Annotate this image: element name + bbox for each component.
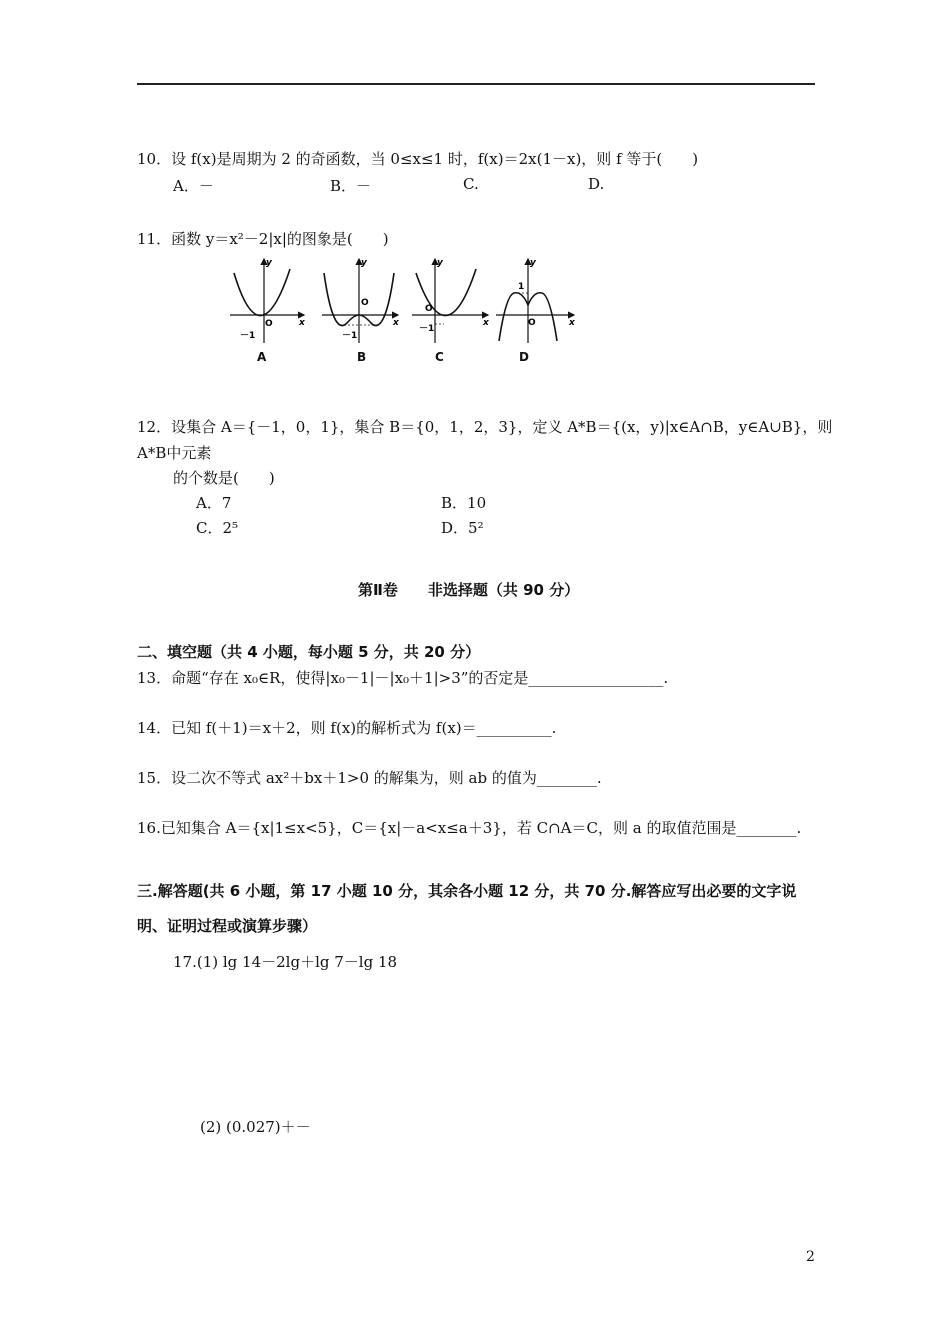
question-12-line3: 的个数是( ) <box>173 469 275 487</box>
q11-graphs <box>226 255 586 350</box>
page-number: 2 <box>806 1249 815 1265</box>
question-11: 11．函数 y＝x²－2|x|的图象是( ) <box>137 230 389 248</box>
part-2-heading: 二、填空题（共 4 小题，每小题 5 分，共 20 分） <box>137 643 481 661</box>
graph-b-y-label: y <box>361 258 367 268</box>
question-15: 15．设二次不等式 ax²＋bx＋1>0 的解集为，则 ab 的值为________. <box>137 769 602 787</box>
question-10: 10．设 f(x)是周期为 2 的奇函数，当 0≤x≤1 时，f(x)＝2x(1－x)，则 f 等于( ) <box>137 150 699 168</box>
q10-option-b: B．－ <box>330 177 372 195</box>
graph-a-origin: O <box>265 319 273 329</box>
graph-d-y-label: y <box>530 258 536 268</box>
q12-option-b: B．10 <box>441 494 487 512</box>
graph-d-origin: O <box>528 318 536 328</box>
graph-b <box>322 258 400 343</box>
graph-c-minus-one: －1 <box>419 324 435 334</box>
q10-option-d: D. <box>588 175 605 193</box>
question-14: 14．已知 f(＋1)＝x＋2，则 f(x)的解析式为 f(x)＝__________. <box>137 719 557 737</box>
graph-d-x-label: x <box>569 318 575 328</box>
graph-b-x-label: x <box>393 318 399 328</box>
graph-d-one: 1 <box>518 282 525 292</box>
graph-a <box>230 258 306 343</box>
graph-label-d: D <box>519 350 529 364</box>
graph-c-origin: O <box>425 304 433 314</box>
graph-label-c: C <box>435 350 444 364</box>
q12-option-a: A．7 <box>196 494 232 512</box>
section-2-title: 第Ⅱ卷 非选择题（共 90 分） <box>358 581 580 599</box>
graph-d <box>496 258 576 343</box>
question-13: 13．命题“存在 x₀∈R，使得|x₀－1|－|x₀＋1|>3”的否定是__________________. <box>137 669 669 687</box>
part-3-heading-line2: 明、证明过程或演算步骤） <box>137 917 318 935</box>
graph-b-origin: O <box>361 298 369 308</box>
graph-c <box>412 258 490 343</box>
graph-c-x-label: x <box>483 318 489 328</box>
graph-label-a: A <box>257 350 267 364</box>
q10-option-a: A．－ <box>173 177 214 195</box>
graph-c-y-label: y <box>437 258 443 268</box>
graph-b-minus-one: －1 <box>342 331 358 341</box>
graph-a-y-label: y <box>266 258 272 268</box>
graph-a-x-label: x <box>299 318 305 328</box>
question-16: 16.已知集合 A＝{x|1≤x<5}，C＝{x|－a<x≤a＋3}，若 C∩A＝C，则 a 的取值范围是________. <box>137 819 802 837</box>
header-rule <box>137 83 815 85</box>
part-3-heading-line1: 三.解答题(共 6 小题，第 17 小题 10 分，其余各小题 12 分，共 70 分.解答应写出必要的文字说 <box>137 882 797 900</box>
graph-label-b: B <box>357 350 367 364</box>
q12-option-c: C．2⁵ <box>196 519 239 537</box>
graph-a-minus-one: －1 <box>240 331 256 341</box>
q12-option-d: D．5² <box>441 519 484 537</box>
question-17-part1: 17.(1) lg 14－2lg＋lg 7－lg 18 <box>173 953 398 971</box>
question-17-part2: (2) (0.027)＋－ <box>200 1118 311 1136</box>
question-12-line1: 12．设集合 A＝{－1，0，1}，集合 B＝{0，1，2，3}，定义 A*B＝{(x，y)|x∈A∩B，y∈A∪B}，则 <box>137 418 833 436</box>
q10-option-c: C. <box>463 175 479 193</box>
question-12-line2: A*B中元素 <box>137 444 212 462</box>
